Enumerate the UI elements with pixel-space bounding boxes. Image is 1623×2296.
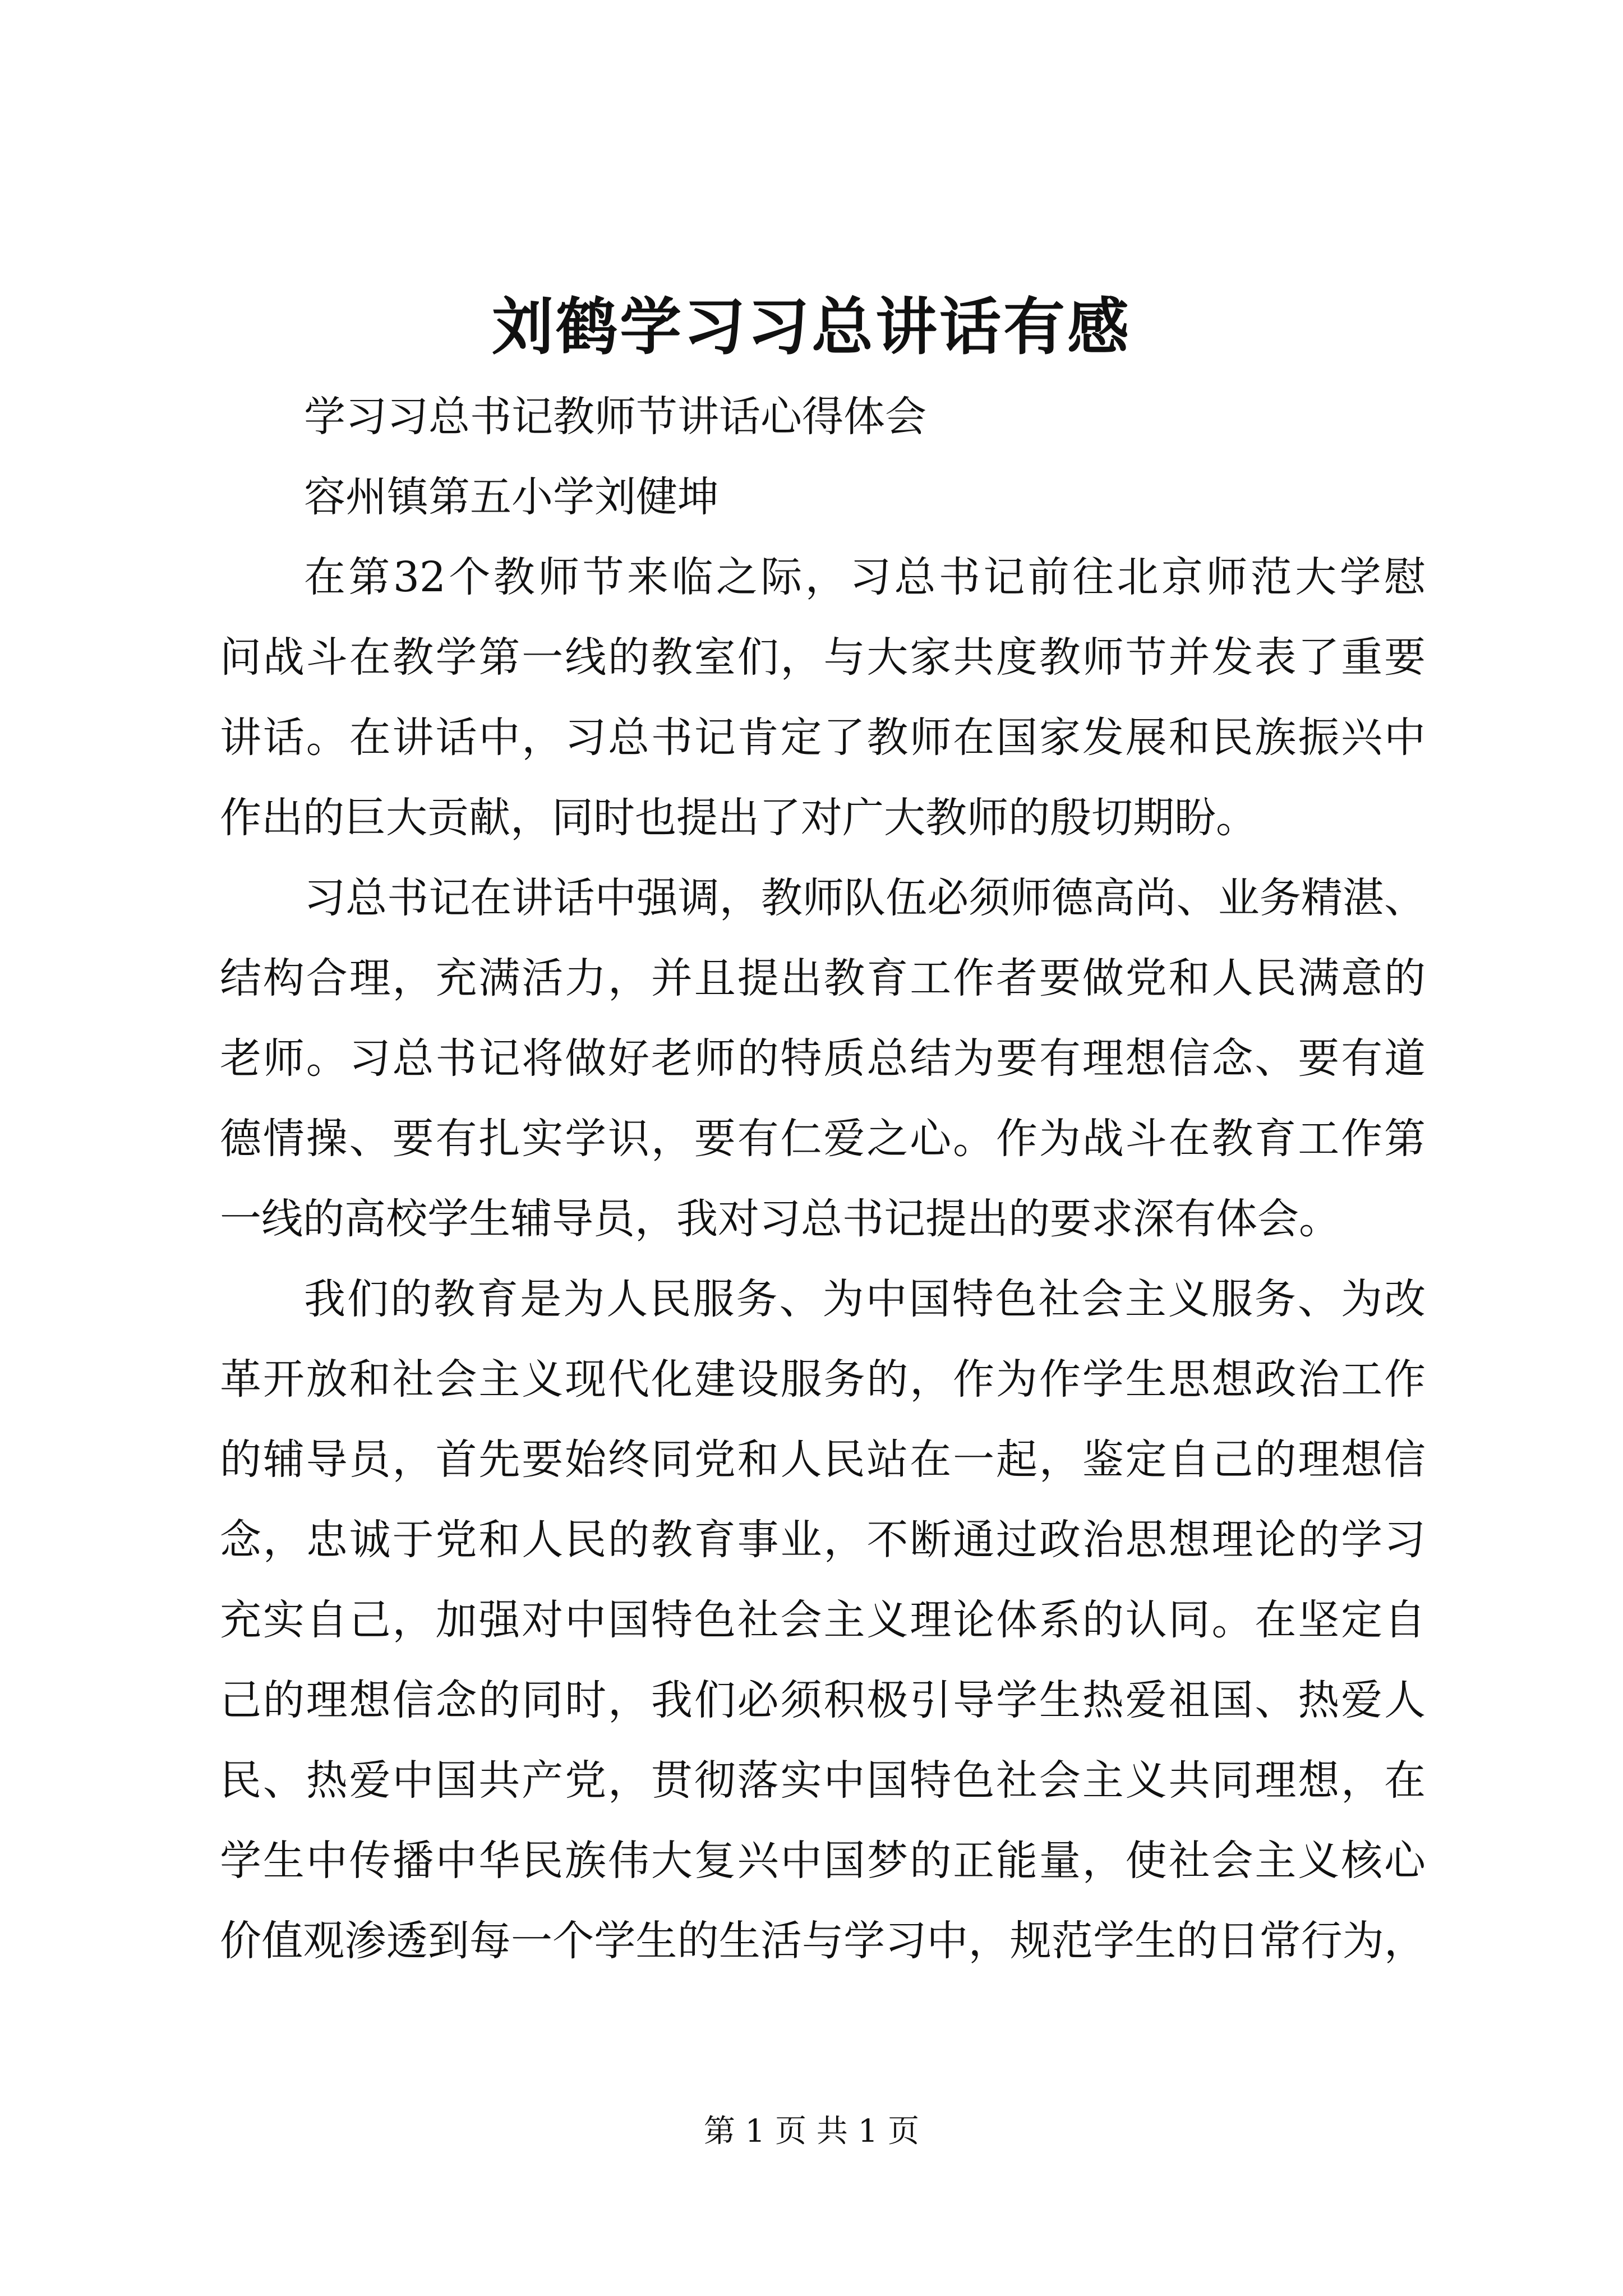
text-line: 讲话。在讲话中，习总书记肯定了教师在国家发展和民族振兴中 [220, 714, 1426, 762]
text-line: 容州镇第五小学刘健坤 [304, 473, 719, 521]
text-line: 念，忠诚于党和人民的教育事业，不断通过政治思想理论的学习 [220, 1516, 1426, 1564]
text-line: 老师。习总书记将做好老师的特质总结为要有理想信念、要有道 [220, 1034, 1426, 1083]
text-line: 德情操、要有扎实学识，要有仁爱之心。作为战斗在教育工作第 [220, 1115, 1426, 1163]
text-line: 学习习总书记教师节讲话心得体会 [304, 393, 926, 441]
text-line: 结构合理，充满活力，并且提出教育工作者要做党和人民满意的 [220, 954, 1426, 1002]
document-body [220, 377, 1426, 1981]
text-line: 我们的教育是为人民服务、为中国特色社会主义服务、为改 [304, 1275, 1426, 1323]
text-line: 的辅导员，首先要始终同党和人民站在一起，鉴定自己的理想信 [220, 1435, 1426, 1484]
page-number-footer: 第 1 页 共 1 页 [703, 2113, 920, 2150]
page-title: 刘鹤学习习总讲话有感 [492, 291, 1131, 363]
text-line: 问战斗在教学第一线的教室们，与大家共度教师节并发表了重要 [220, 633, 1426, 682]
text-line: 民、热爱中国共产党，贯彻落实中国特色社会主义共同理想，在 [220, 1756, 1426, 1805]
text-line: 作出的巨大贡献，同时也提出了对广大教师的殷切期盼。 [220, 794, 1257, 842]
text-line: 习总书记在讲话中强调，教师队伍必须师德高尚、业务精湛、 [304, 874, 1426, 922]
text-line: 革开放和社会主义现代化建设服务的，作为作学生思想政治工作 [220, 1355, 1426, 1404]
text-line: 己的理想信念的同时，我们必须积极引导学生热爱祖国、热爱人 [220, 1676, 1426, 1724]
text-line: 充实自己，加强对中国特色社会主义理论体系的认同。在坚定自 [220, 1596, 1426, 1644]
text-line: 一线的高校学生辅导员，我对习总书记提出的要求深有体会。 [220, 1195, 1340, 1243]
text-line: 学生中传播中华民族伟大复兴中国梦的正能量，使社会主义核心 [220, 1837, 1426, 1885]
text-line: 价值观渗透到每一个学生的生活与学习中，规范学生的日常行为， [220, 1917, 1426, 1965]
text-line: 在第32个教师节来临之际，习总书记前往北京师范大学慰 [304, 553, 1426, 601]
